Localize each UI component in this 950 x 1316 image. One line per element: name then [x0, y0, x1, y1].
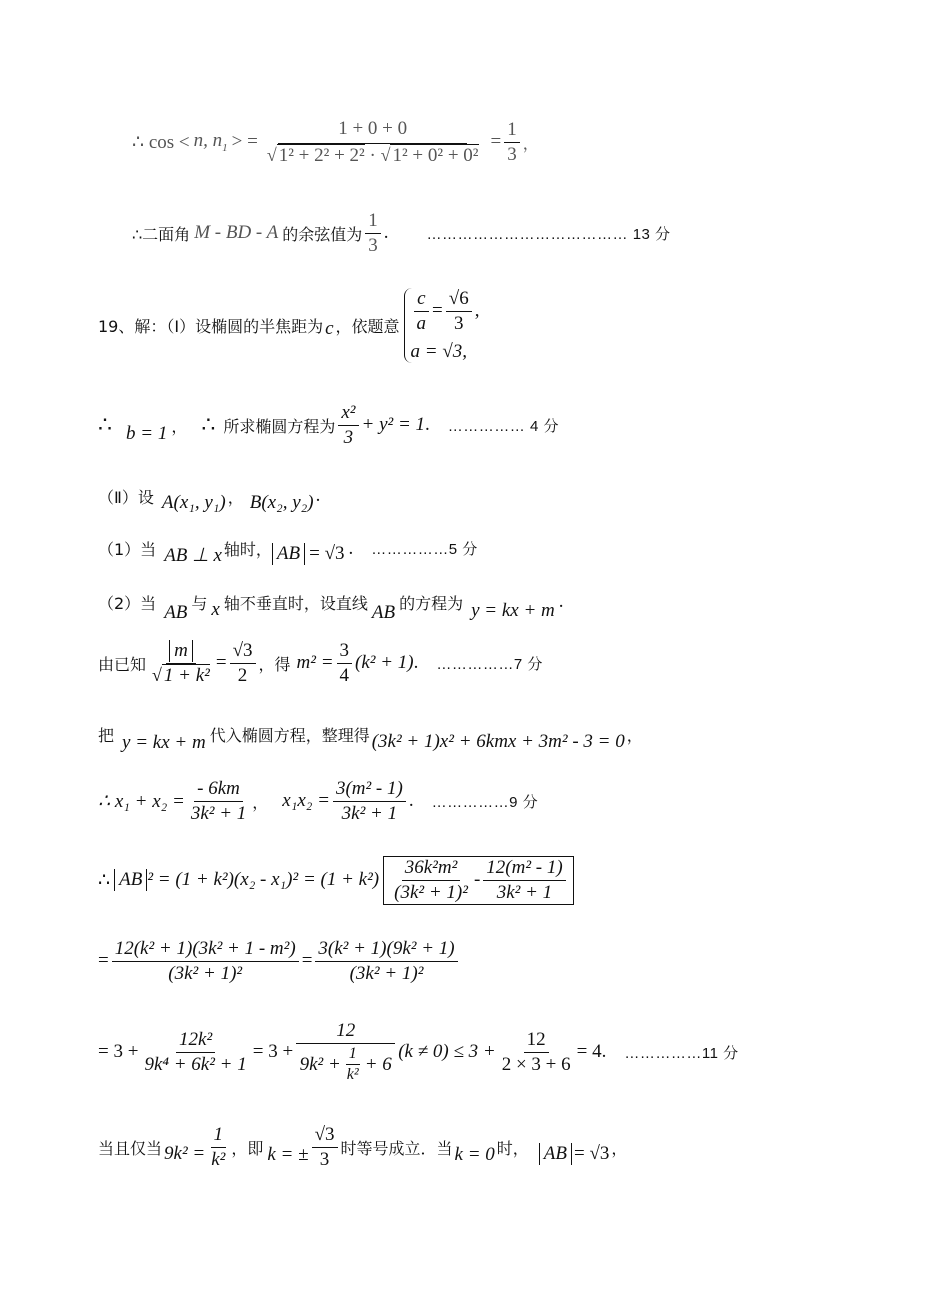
- cos-eq: > =: [231, 131, 258, 153]
- dihedral-value: $\frac{1}{3}$: [365, 210, 381, 257]
- part-ii-line: （Ⅱ）设 A(x₁, y₁) ， B(x₂, y₂) .: [98, 485, 321, 513]
- cos-den-b: 1² + 0² + 0²: [392, 144, 479, 166]
- simplify-line: = $\frac{\text{12(k² + 1)(3k² + 1 - m²)}}{\text{(3k² + 1)²}}$ = $\frac{\text{3(k² + 1)(9k² + 1)}}{\text{(3k² + 1)²}}$: [98, 938, 461, 985]
- vieta-line: ∴ x₁ + x₂ = $\frac{- 6km}{\text{3k² + 1}}$ ， x₁x₂ = $\frac{\text{3(m² - 1)}}{\text{3k² + 1}}$ . ……………9 分: [98, 778, 539, 824]
- vec-n: n, $n_1$: [193, 130, 228, 155]
- case1-line: （1）当 AB ⊥ x 轴时， AB = √3 . ……………5 分: [98, 537, 478, 566]
- cos-line: ∴ cos < n, $n_1$ > = $\frac{1 + 0 + 0}{\text{√ 1² + 2² + 2² · √ 1² + 0² + 0²}}$ = $\frac{1}{3}$ ，: [132, 118, 539, 166]
- substitute-line: 把 y = kx + m 代入椭圆方程，整理得 (3k² + 1)x² + 6kmx + 3m² - 3 = 0 ，: [98, 725, 643, 753]
- bracket-expr: $\frac{\text{36k²m²}}{\text{(3k² + 1)²}}$ - $\frac{\text{12(m² - 1)}}{\text{3k² + 1}}$: [383, 856, 574, 905]
- score-5: ……………5 分: [371, 541, 478, 558]
- equality-line: 当且仅当 9k² = $\frac{1}{\text{k²}}$ ，即 k = ± $\frac{√3}{3}$ 时等号成立．当 k = 0 时， AB = √3 ，: [98, 1124, 628, 1170]
- ab-squared-line: ∴ AB ² = (1 + k²)(x₂ - x₁)² = (1 + k²) $\frac{\text{36k²m²}}{\text{(3k² + 1)²}}$ - $\frac{\text{12(m² - 1)}}{\text{3k² + 1}}$: [98, 856, 574, 905]
- score-9: ……………9 分: [431, 793, 539, 811]
- equation-system: $\frac{c}{a}$ = $\frac{√6}{3}$ , a = √3,: [404, 288, 480, 363]
- cos-fraction: $\frac{1 + 0 + 0}{\text{√ 1² + 2² + 2² · √ 1² + 0² + 0²}}$: [266, 118, 479, 166]
- cos-result: $\frac{1}{3}$: [504, 119, 520, 166]
- bound-line: = 3 + $\frac{\text{12k²}}{\text{9k⁴ + 6k² + 1}}$ = 3 + 12 9k² + $\frac{1}{\text{k²}}$ + 6 (k ≠ 0) ≤ 3 + $\frac{12}{2 \times 3 + 6}$ = 4 . ……………11 分: [98, 1020, 739, 1084]
- dihedral-line: ∴二面角 M - BD - A 的余弦值为 $\frac{1}{3}$ . ………………………………… 13 分: [132, 210, 671, 256]
- ab-abs: AB: [272, 543, 305, 565]
- known-line: 由已知 $\frac{m}{\text{√ 1 + k²}}$ = $\frac{√3}{2}$ ，得 m² = $\frac{3}{4}$ (k² + 1) . ……………7 分: [98, 640, 543, 686]
- cos-prefix: ∴ cos <: [132, 131, 190, 153]
- score-11: ……………11 分: [624, 1044, 739, 1062]
- cos-den-a: 1² + 2² + 2²: [278, 144, 365, 166]
- case2-line: （2）当 AB 与 x 轴不垂直时，设直线 AB 的方程为 y = kx + m .: [98, 591, 564, 623]
- score-4: …………… 4 分: [447, 417, 559, 435]
- dihedral-expr: M - BD - A: [194, 222, 279, 244]
- score-13: ………………………………… 13 分: [426, 225, 671, 243]
- q19-line: 19、解：（Ⅰ）设椭圆的半焦距为 c ，依题意 $\frac{c}{a}$ = $\frac{√6}{3}$ , a = √3,: [98, 288, 480, 362]
- score-7: ……………7 分: [436, 655, 543, 673]
- b-line: ∴ b = 1 ， ∴ 所求椭圆方程为 $\frac{\text{x²}}{3}$ + y² = 1 . …………… 4 分: [98, 402, 559, 448]
- q19-label: 19、解：（Ⅰ）设椭圆的半焦距为: [98, 316, 324, 336]
- cos-numerator: 1 + 0 + 0: [278, 118, 467, 144]
